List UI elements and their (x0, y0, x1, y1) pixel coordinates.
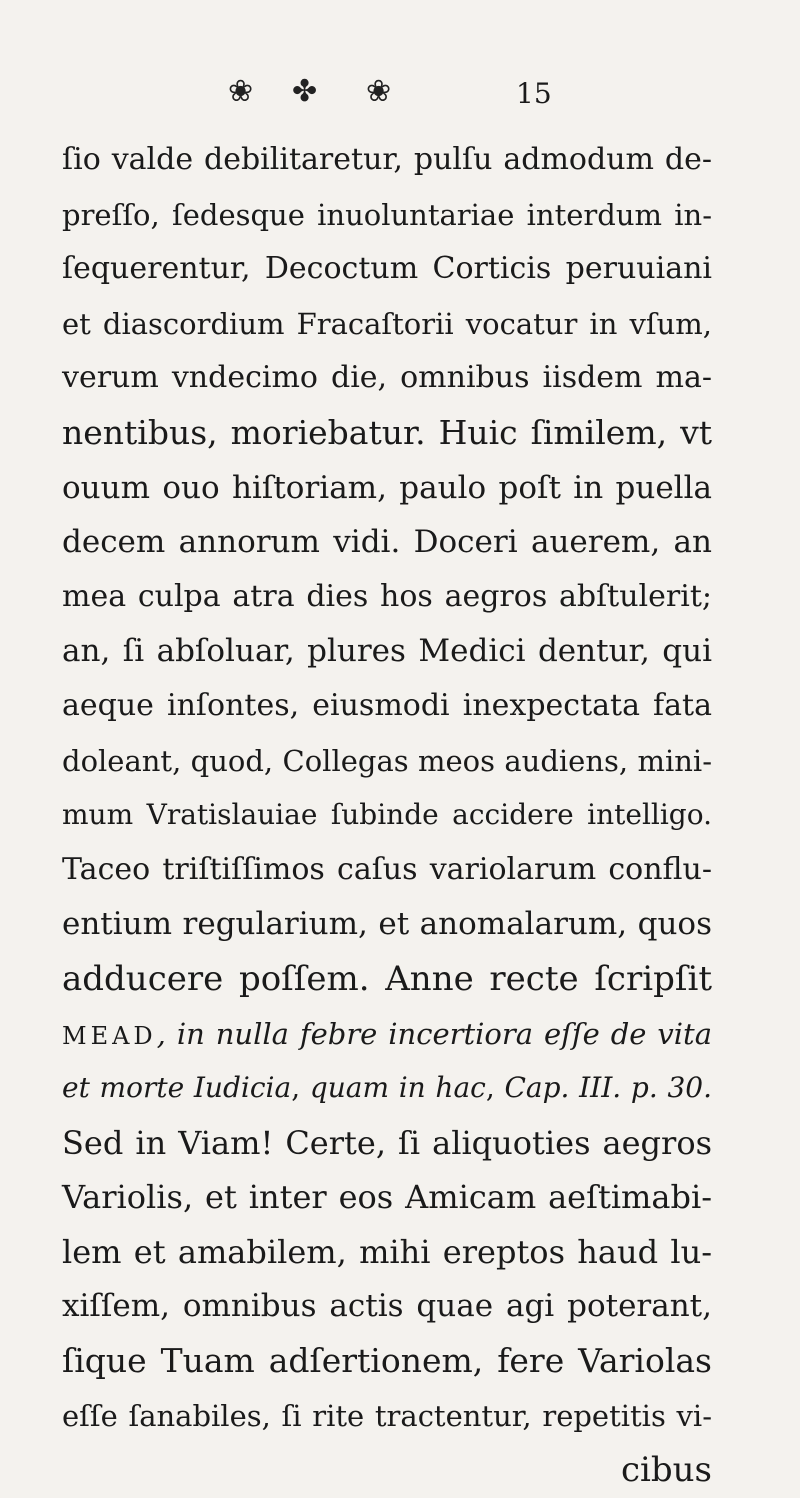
text-line: ſique Tuam adſertionem, fere Variolas (62, 1341, 712, 1381)
text-line: mum Vratislauiae ſubinde accidere intelligo. (62, 798, 712, 832)
text-line: ouum ouo hiſtoriam, paulo poſt in puella (62, 469, 712, 506)
citation-line (62, 1007, 712, 1062)
text-line: Sed in Viam! Certe, ſi aliquoties aegros (62, 1123, 712, 1162)
text-line: verum vndecimo die, omnibus iisdem ma- (62, 360, 712, 396)
text-line: adducere poſſem. Anne recte ſcripſit (62, 958, 712, 999)
text-line: nentibus, moriebatur. Huic ſimilem, vt (62, 412, 712, 452)
text-line: et diascordium Fracaſtorii vocatur in vſum, (62, 306, 712, 341)
fleuron-ornament-icon: ❀ (228, 74, 254, 109)
text-line: entium regularium, et anomalarum, quos (62, 906, 712, 943)
citation-line (62, 1061, 712, 1116)
text-line: Taceo triſtiſſimos caſus variolarum conflu- (62, 851, 712, 887)
text-line: ſio valde debilitaretur, pulſu admodum de- (62, 142, 712, 177)
page-number: 15 (516, 77, 552, 110)
page-header (0, 72, 800, 112)
punctuation: , (485, 1071, 505, 1105)
text-line: an, ſi abſoluar, plures Medici dentur, qui (62, 633, 712, 670)
text-line: decem annorum vidi. Doceri auerem, an (62, 524, 712, 561)
text-line: mea culpa atra dies hos aegros abſtulerit; (62, 578, 712, 614)
catchword: cibus (620, 1450, 712, 1491)
flower-ornament-icon: ✤ (292, 74, 318, 109)
text-line: aeque inſontes, eiusmodi inexpectata fata (62, 687, 712, 723)
text-line: preſſo, ſedesque inuoluntariae interdum in- (62, 197, 712, 232)
citation-quote: et morte Iudicia (62, 1071, 292, 1105)
text-line: eſſe ſanabiles, ſi rite tractentur, repetitis vi- (62, 1398, 712, 1433)
text-line: ſequerentur, Decoctum Corticis peruuiani (62, 251, 712, 287)
author-name: MEAD (62, 1021, 157, 1050)
citation-reference: Cap. III. p. 30. (504, 1071, 712, 1105)
text-line: xiſſem, omnibus actis quae agi poterant, (62, 1288, 712, 1325)
text-line: lem et amabilem, mihi ereptos haud lu- (62, 1232, 712, 1271)
punctuation: , (291, 1071, 310, 1105)
citation-quote: quam in hac (309, 1071, 486, 1105)
fleuron-ornament-icon: ❀ (366, 74, 392, 109)
text-line: doleant, quod, Collegas meos audiens, mini- (62, 743, 712, 778)
citation-quote: , in nulla febre incertiora eſſe de vita (156, 1016, 712, 1051)
text-line: Variolis, et inter eos Amicam aeſtimabi- (62, 1178, 712, 1217)
body-text (62, 133, 712, 1498)
